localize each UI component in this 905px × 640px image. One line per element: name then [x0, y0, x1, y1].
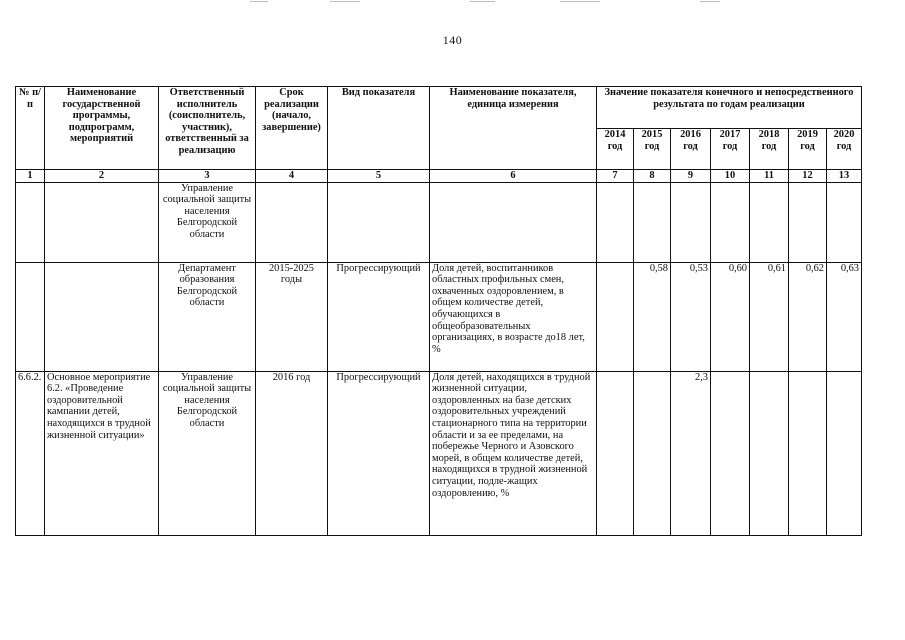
row-number: [16, 182, 45, 262]
header-indicator-name: Наименование показателя, единица измерения: [430, 87, 597, 170]
column-number: 13: [827, 170, 862, 183]
column-number: 12: [789, 170, 827, 183]
row-value: [750, 371, 789, 535]
header-executor: Ответственный исполнитель (соисполнитель, участник), ответственный за реализацию: [159, 87, 256, 170]
column-number: 11: [750, 170, 789, 183]
row-value: [827, 371, 862, 535]
table-row: [16, 262, 862, 371]
row-program-name: Основное мероприятие 6.2. «Проведение оздоровительной кампании детей, находящихся в трудной жизненной ситуации»: [45, 371, 159, 535]
header-year: 2016 год: [671, 129, 711, 170]
row-value: 0,58: [634, 262, 671, 371]
indicators-table: [15, 86, 862, 536]
column-numbers-row: [16, 170, 862, 183]
row-indicator-name: Доля детей, воспитанников областных профильных смен, охваченных оздоровлением, в общем количестве детей, обучающихся в общеобразовательных организациях, в возрасте до18 лет, %: [430, 262, 597, 371]
row-executor: Департамент образования Белгородской области: [159, 262, 256, 371]
row-value: [827, 182, 862, 262]
row-value: [634, 371, 671, 535]
row-value: [711, 182, 750, 262]
row-value: [634, 182, 671, 262]
row-indicator-kind: Прогрессирующий: [328, 371, 430, 535]
table-row: [16, 371, 862, 535]
table-row: [16, 182, 862, 262]
row-value: [789, 182, 827, 262]
page-number: 140: [442, 33, 463, 47]
header-year: 2015 год: [634, 129, 671, 170]
row-executor: Управление социальной защиты населения Белгородской области: [159, 182, 256, 262]
header-program-name: Наименование государственной программы, подпрограмм, мероприятий: [45, 87, 159, 170]
row-program-name: [45, 182, 159, 262]
row-period: 2015-2025 годы: [256, 262, 328, 371]
row-indicator-kind: [328, 182, 430, 262]
column-number: 3: [159, 170, 256, 183]
column-number: 9: [671, 170, 711, 183]
row-value: [597, 262, 634, 371]
row-value: [671, 182, 711, 262]
row-indicator-name: Доля детей, находящихся в трудной жизненной ситуации, оздоровленных на базе детских оздоровительных учреждений стационарного типа на территории области и за ее пределами, на побережье Черного и Азовского морей, в общем количестве детей, находящихся в трудной жизненной ситуации, подле-жащих оздоровлению, %: [430, 371, 597, 535]
header-year: 2020 год: [827, 129, 862, 170]
row-value: 0,53: [671, 262, 711, 371]
row-value: [750, 182, 789, 262]
header-values-group: Значение показателя конечного и непосредственного результата по годам реализации: [597, 87, 862, 129]
header-number: № п/п: [16, 87, 45, 170]
column-number: 5: [328, 170, 430, 183]
row-indicator-name: [430, 182, 597, 262]
column-number: 4: [256, 170, 328, 183]
column-number: 1: [16, 170, 45, 183]
header-year: 2018 год: [750, 129, 789, 170]
row-program-name: [45, 262, 159, 371]
row-indicator-kind: Прогрессирующий: [328, 262, 430, 371]
row-value: [789, 371, 827, 535]
row-period: [256, 182, 328, 262]
column-number: 6: [430, 170, 597, 183]
row-value: [711, 371, 750, 535]
row-executor: Управление социальной защиты населения Белгородской области: [159, 371, 256, 535]
header-year: 2019 год: [789, 129, 827, 170]
row-value: 0,63: [827, 262, 862, 371]
column-number: 2: [45, 170, 159, 183]
row-value: [597, 182, 634, 262]
column-number: 8: [634, 170, 671, 183]
row-value: [597, 371, 634, 535]
header-period: Срок реализации (начало, завершение): [256, 87, 328, 170]
header-year: 2014 год: [597, 129, 634, 170]
row-value: 2,3: [671, 371, 711, 535]
header-indicator-kind: Вид показателя: [328, 87, 430, 170]
column-number: 7: [597, 170, 634, 183]
scan-top-edge: [0, 0, 905, 4]
column-number: 10: [711, 170, 750, 183]
row-period: 2016 год: [256, 371, 328, 535]
row-number: [16, 262, 45, 371]
header-year: 2017 год: [711, 129, 750, 170]
row-number: 6.6.2.: [16, 371, 45, 535]
row-value: 0,62: [789, 262, 827, 371]
row-value: 0,60: [711, 262, 750, 371]
row-value: 0,61: [750, 262, 789, 371]
